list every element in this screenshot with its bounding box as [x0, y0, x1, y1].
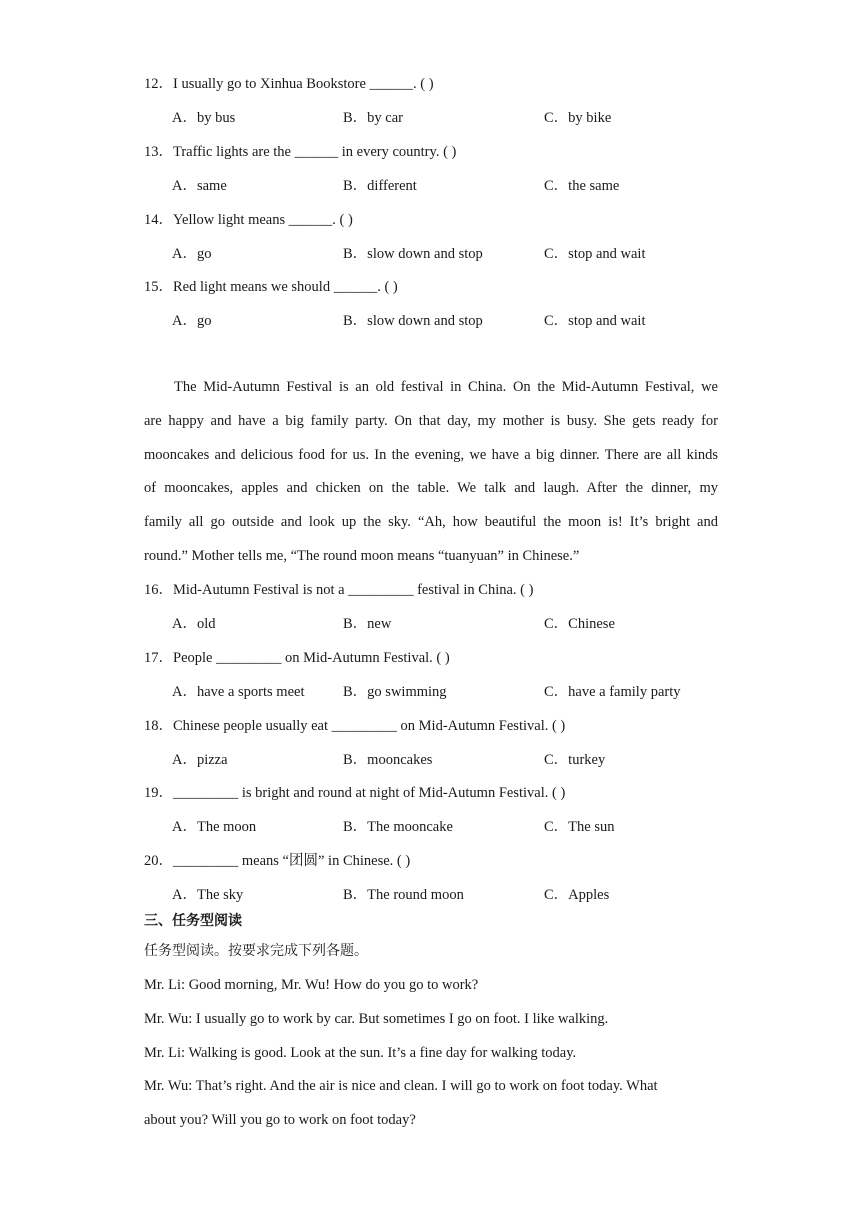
question-16-option-c: C．Chinese [544, 616, 615, 632]
section-instruction: 任务型阅读。按要求完成下列各题。 [144, 943, 368, 959]
question-15-stem: 15．Red light means we should ______. ( ) [144, 279, 398, 295]
section-heading: 三、任务型阅读 [144, 913, 242, 929]
question-20-option-c: C．Apples [544, 887, 610, 903]
question-12-stem: 12．I usually go to Xinhua Bookstore ______. ( ) [144, 76, 434, 92]
passage-line: family all go outside and look up the sky. “Ah, how beautiful the moon is! It’s bright and [144, 514, 718, 531]
question-14-option-a: A．go [172, 246, 212, 262]
question-19-option-c: C．The sun [544, 819, 615, 835]
question-20-option-a: A．The sky [172, 887, 244, 903]
question-17-option-b: B．go swimming [343, 684, 447, 700]
question-19-option-b: B．The mooncake [343, 819, 453, 835]
question-15-option-c: C．stop and wait [544, 313, 646, 329]
question-18-option-b: B．mooncakes [343, 752, 433, 768]
dialogue-line: about you? Will you go to work on foot today? [144, 1112, 416, 1128]
question-13-option-a: A．same [172, 178, 227, 194]
question-16-stem: 16．Mid-Autumn Festival is not a _________ festival in China. ( ) [144, 582, 534, 598]
question-14-option-c: C．stop and wait [544, 246, 646, 262]
question-13-option-c: C．the same [544, 178, 620, 194]
passage-line: are happy and have a big family party. On that day, my mother is busy. She gets ready for [144, 412, 718, 429]
question-13-stem: 13．Traffic lights are the ______ in every country. ( ) [144, 144, 457, 160]
passage-line: of mooncakes, apples and chicken on the table. We talk and laugh. After the dinner, my [144, 480, 718, 497]
question-18-option-a: A．pizza [172, 752, 228, 768]
question-19-option-a: A．The moon [172, 819, 257, 835]
question-18-stem: 18．Chinese people usually eat _________ on Mid-Autumn Festival. ( ) [144, 718, 566, 734]
question-17-option-c: C．have a family party [544, 684, 681, 700]
question-20-stem: 20．_________ means “团圆” in Chinese. ( ) [144, 853, 411, 869]
question-19-stem: 19．_________ is bright and round at night of Mid-Autumn Festival. ( ) [144, 785, 566, 801]
question-16-option-b: B．new [343, 616, 392, 632]
dialogue-line: Mr. Li: Good morning, Mr. Wu! How do you go to work? [144, 977, 479, 993]
question-18-option-c: C．turkey [544, 752, 606, 768]
dialogue-line: Mr. Wu: That’s right. And the air is nice and clean. I will go to work on foot today. What [144, 1078, 658, 1094]
dialogue-line: Mr. Wu: I usually go to work by car. But sometimes I go on foot. I like walking. [144, 1011, 609, 1027]
question-15-option-b: B．slow down and stop [343, 313, 483, 329]
reading-passage [144, 377, 718, 580]
passage-line: The Mid-Autumn Festival is an old festival in China. On the Mid-Autumn Festival, we [174, 379, 718, 395]
question-12-option-b: B．by car [343, 110, 403, 126]
passage-line: round.” Mother tells me, “The round moon means “tuanyuan” in Chinese.” [144, 547, 580, 564]
question-16-option-a: A．old [172, 616, 216, 632]
question-12-option-a: A．by bus [172, 110, 236, 126]
question-13-option-b: B．different [343, 178, 417, 194]
question-17-stem: 17．People _________ on Mid-Autumn Festival. ( ) [144, 650, 450, 666]
question-15-option-a: A．go [172, 313, 212, 329]
passage-line: mooncakes and delicious food for us. In the evening, we have a big dinner. There are all kinds [144, 446, 718, 463]
question-17-option-a: A．have a sports meet [172, 684, 305, 700]
question-12-option-c: C．by bike [544, 110, 612, 126]
question-20-option-b: B．The round moon [343, 887, 464, 903]
dialogue-line: Mr. Li: Walking is good. Look at the sun. It’s a fine day for walking today. [144, 1045, 577, 1061]
question-14-option-b: B．slow down and stop [343, 246, 483, 262]
question-14-stem: 14．Yellow light means ______. ( ) [144, 212, 353, 228]
